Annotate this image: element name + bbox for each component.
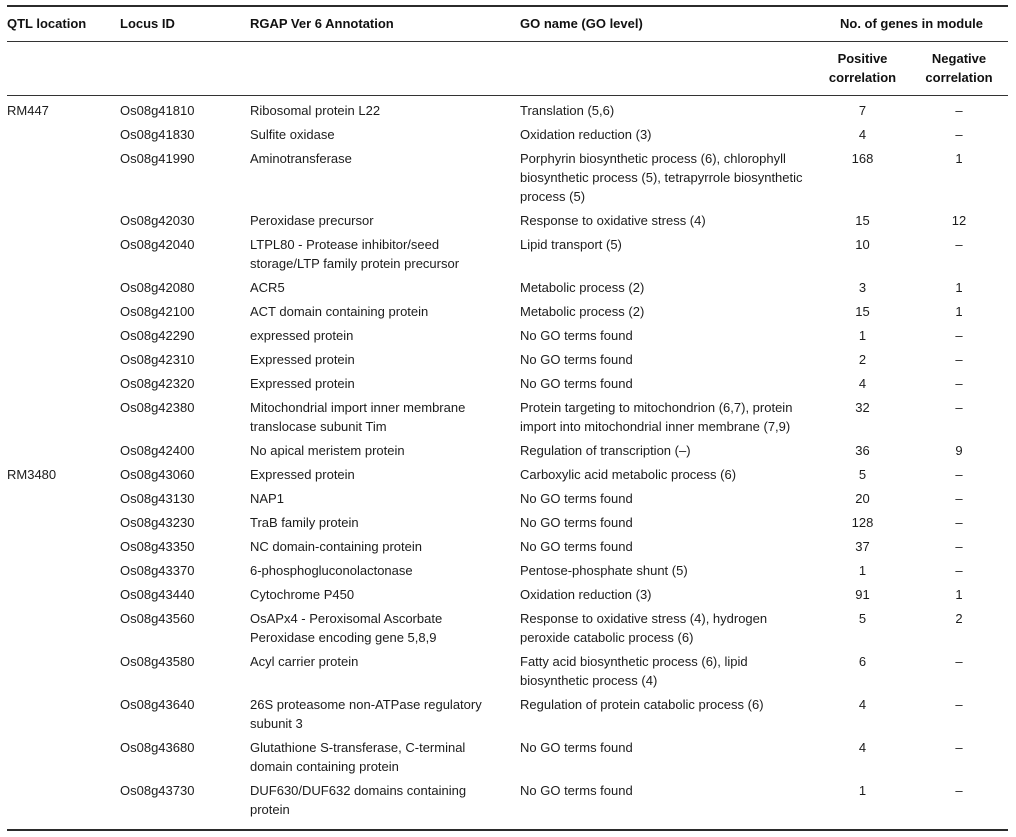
data-table xyxy=(7,5,1008,831)
table-row xyxy=(7,147,1008,209)
locus-id-cell: Os08g42400 xyxy=(120,443,195,458)
table-row xyxy=(7,463,1008,487)
qtl-location-cell xyxy=(7,123,120,147)
go-name-cell: Response to oxidative stress (4) xyxy=(520,213,706,228)
go-name-cell: Translation (5,6) xyxy=(520,103,615,118)
go-name-cell: No GO terms found xyxy=(520,779,815,830)
negative-correlation-cell: – xyxy=(955,491,963,506)
table-row xyxy=(7,736,1008,779)
annotation-cell: Glutathione S-transferase, C-terminal domain containing protein xyxy=(250,740,466,774)
negative-correlation-cell: 2 xyxy=(955,611,963,626)
negative-correlation-cell: 9 xyxy=(955,443,963,458)
positive-correlation-cell: 1 xyxy=(858,328,867,343)
annotation-cell: ACT domain containing protein xyxy=(250,304,429,319)
table-header-row xyxy=(7,6,1008,42)
negative-correlation-cell: 1 xyxy=(955,280,963,295)
positive-correlation-cell: 6 xyxy=(858,654,867,669)
table-subheader-row xyxy=(7,42,1008,96)
subheader-spacer xyxy=(7,42,120,96)
annotation-cell: Expressed protein xyxy=(250,352,355,367)
locus-id-cell: Os08g43230 xyxy=(120,515,195,530)
annotation-cell: Expressed protein xyxy=(250,467,355,482)
qtl-location-cell xyxy=(7,348,120,372)
qtl-location-cell xyxy=(7,583,120,607)
positive-correlation-cell: 5 xyxy=(858,467,867,482)
annotation-cell: ACR5 xyxy=(250,280,285,295)
locus-id-cell: Os08g43350 xyxy=(120,539,195,554)
locus-id-cell: Os08g43580 xyxy=(120,654,195,669)
qtl-location-cell: RM3480 xyxy=(7,467,57,482)
table-row xyxy=(7,439,1008,463)
annotation-cell: Cytochrome P450 xyxy=(250,587,355,602)
table-row xyxy=(7,233,1008,276)
go-name-cell: No GO terms found xyxy=(520,539,633,554)
qtl-location-cell xyxy=(7,559,120,583)
locus-id-cell: Os08g42290 xyxy=(120,328,195,343)
qtl-location-cell xyxy=(7,233,120,276)
header-go-name: GO name (GO level) xyxy=(520,6,815,42)
table-row xyxy=(7,583,1008,607)
negative-correlation-cell: – xyxy=(910,779,1008,830)
go-name-cell: No GO terms found xyxy=(520,515,633,530)
locus-id-cell: Os08g43680 xyxy=(120,740,195,755)
subheader-spacer xyxy=(120,42,250,96)
negative-correlation-cell: – xyxy=(955,237,963,252)
positive-correlation-cell: 15 xyxy=(855,213,870,228)
qtl-location-cell: RM447 xyxy=(7,103,49,118)
positive-correlation-cell: 3 xyxy=(858,280,867,295)
table-row xyxy=(7,209,1008,233)
positive-correlation-cell: 1 xyxy=(815,779,910,830)
header-negative-correlation: Negative correlation xyxy=(910,42,1008,96)
positive-correlation-cell: 168 xyxy=(851,151,874,166)
table-row xyxy=(7,487,1008,511)
negative-correlation-cell: – xyxy=(955,400,963,415)
table-row xyxy=(7,511,1008,535)
positive-correlation-cell: 4 xyxy=(858,740,867,755)
annotation-cell: Ribosomal protein L22 xyxy=(250,103,381,118)
qtl-location-cell xyxy=(7,300,120,324)
table-row xyxy=(7,276,1008,300)
locus-id-cell: Os08g43640 xyxy=(120,697,195,712)
qtl-location-cell xyxy=(7,324,120,348)
locus-id-cell: Os08g41990 xyxy=(120,151,195,166)
positive-correlation-cell: 20 xyxy=(855,491,870,506)
go-name-cell: Pentose-phosphate shunt (5) xyxy=(520,563,688,578)
locus-id-cell: Os08g42380 xyxy=(120,400,195,415)
locus-id-cell: Os08g42100 xyxy=(120,304,195,319)
positive-correlation-cell: 1 xyxy=(858,563,867,578)
qtl-location-cell xyxy=(7,209,120,233)
go-name-cell: Regulation of protein catabolic process (6) xyxy=(520,697,764,712)
annotation-cell: NAP1 xyxy=(250,491,284,506)
qtl-location-cell xyxy=(7,147,120,209)
table-row xyxy=(7,693,1008,736)
locus-id-cell: Os08g43560 xyxy=(120,611,195,626)
annotation-cell: OsAPx4 - Peroxisomal Ascorbate Peroxidase encoding gene 5,8,9 xyxy=(250,611,443,645)
negative-correlation-cell: – xyxy=(955,539,963,554)
go-name-cell: No GO terms found xyxy=(520,491,633,506)
go-name-cell: Protein targeting to mitochondrion (6,7), protein import into mitochondrial inner membrane (7,9) xyxy=(520,400,793,434)
positive-correlation-cell: 7 xyxy=(858,103,867,118)
go-name-cell: No GO terms found xyxy=(520,376,633,391)
qtl-location-cell xyxy=(7,487,120,511)
negative-correlation-cell: – xyxy=(955,697,963,712)
locus-id-cell: Os08g42040 xyxy=(120,237,195,252)
table-row xyxy=(7,123,1008,147)
table-row xyxy=(7,396,1008,439)
qtl-location-cell xyxy=(7,535,120,559)
positive-correlation-cell: 4 xyxy=(858,127,867,142)
table-head xyxy=(7,6,1008,96)
annotation-cell: No apical meristem protein xyxy=(250,443,405,458)
locus-id-cell: Os08g42080 xyxy=(120,280,195,295)
negative-correlation-cell: – xyxy=(955,328,963,343)
locus-id-cell: Os08g42030 xyxy=(120,213,195,228)
negative-correlation-cell: 12 xyxy=(951,213,967,228)
go-name-cell: Carboxylic acid metabolic process (6) xyxy=(520,467,737,482)
positive-correlation-cell: 37 xyxy=(855,539,870,554)
table-body xyxy=(7,96,1008,831)
locus-id-cell: Os08g43730 xyxy=(120,779,250,830)
qtl-location-cell xyxy=(7,779,120,830)
go-name-cell: No GO terms found xyxy=(520,740,633,755)
subheader-spacer xyxy=(520,42,815,96)
locus-id-cell: Os08g43060 xyxy=(120,467,195,482)
annotation-cell: DUF630/DUF632 domains containing protein xyxy=(250,779,520,830)
table-row xyxy=(7,348,1008,372)
positive-correlation-cell: 91 xyxy=(855,587,870,602)
locus-id-cell: Os08g41830 xyxy=(120,127,195,142)
locus-id-cell: Os08g42320 xyxy=(120,376,195,391)
annotation-cell: 6-phosphogluconolactonase xyxy=(250,563,413,578)
positive-correlation-cell: 36 xyxy=(855,443,870,458)
positive-correlation-cell: 15 xyxy=(855,304,870,319)
annotation-cell: Mitochondrial import inner membrane translocase subunit Tim xyxy=(250,400,466,434)
qtl-location-cell xyxy=(7,439,120,463)
positive-correlation-cell: 2 xyxy=(858,352,867,367)
table-row xyxy=(7,372,1008,396)
go-name-cell: Porphyrin biosynthetic process (6), chlorophyll biosynthetic process (5), tetrapyrrole biosynthetic process (5) xyxy=(520,151,803,204)
subheader-spacer xyxy=(250,42,520,96)
qtl-location-cell xyxy=(7,372,120,396)
table-row xyxy=(7,535,1008,559)
positive-correlation-cell: 4 xyxy=(858,697,867,712)
go-name-cell: No GO terms found xyxy=(520,352,633,367)
locus-id-cell: Os08g43130 xyxy=(120,491,195,506)
qtl-location-cell xyxy=(7,736,120,779)
qtl-location-cell xyxy=(7,511,120,535)
go-name-cell: No GO terms found xyxy=(520,328,633,343)
qtl-location-cell xyxy=(7,650,120,693)
go-name-cell: Lipid transport (5) xyxy=(520,237,622,252)
table-row xyxy=(7,559,1008,583)
positive-correlation-cell: 10 xyxy=(855,237,870,252)
negative-correlation-cell: 1 xyxy=(955,587,963,602)
negative-correlation-cell: – xyxy=(955,352,963,367)
annotation-cell: NC domain-containing protein xyxy=(250,539,422,554)
table-row xyxy=(7,607,1008,650)
go-name-cell: Oxidation reduction (3) xyxy=(520,127,652,142)
table-row xyxy=(7,96,1008,124)
qtl-location-cell xyxy=(7,276,120,300)
header-qtl-location: QTL location xyxy=(7,6,120,42)
locus-id-cell: Os08g42310 xyxy=(120,352,195,367)
qtl-location-cell xyxy=(7,693,120,736)
locus-id-cell: Os08g43370 xyxy=(120,563,195,578)
header-positive-correlation: Positive correlation xyxy=(815,42,910,96)
table-row xyxy=(7,650,1008,693)
annotation-cell: TraB family protein xyxy=(250,515,359,530)
negative-correlation-cell: – xyxy=(955,127,963,142)
annotation-cell: expressed protein xyxy=(250,328,354,343)
negative-correlation-cell: – xyxy=(955,376,963,391)
go-name-cell: Response to oxidative stress (4), hydrogen peroxide catabolic process (6) xyxy=(520,611,768,645)
table-row xyxy=(7,779,1008,830)
negative-correlation-cell: – xyxy=(955,740,963,755)
negative-correlation-cell: – xyxy=(955,103,963,118)
qtl-location-cell xyxy=(7,607,120,650)
annotation-cell: Sulfite oxidase xyxy=(250,127,335,142)
negative-correlation-cell: 1 xyxy=(955,151,963,166)
positive-correlation-cell: 128 xyxy=(851,515,874,530)
positive-correlation-cell: 32 xyxy=(855,400,870,415)
header-locus-id: Locus ID xyxy=(120,6,250,42)
negative-correlation-cell: – xyxy=(955,654,963,669)
qtl-location-cell xyxy=(7,396,120,439)
negative-correlation-cell: – xyxy=(955,467,963,482)
annotation-cell: 26S proteasome non-ATPase regulatory subunit 3 xyxy=(250,697,482,731)
locus-id-cell: Os08g43440 xyxy=(120,587,195,602)
positive-correlation-cell: 5 xyxy=(858,611,867,626)
go-name-cell: Fatty acid biosynthetic process (6), lipid biosynthetic process (4) xyxy=(520,654,748,688)
go-name-cell: Metabolic process (2) xyxy=(520,304,645,319)
annotation-cell: Peroxidase precursor xyxy=(250,213,374,228)
header-annotation: RGAP Ver 6 Annotation xyxy=(250,6,520,42)
go-name-cell: Regulation of transcription (–) xyxy=(520,443,691,458)
annotation-cell: Aminotransferase xyxy=(250,151,352,166)
negative-correlation-cell: – xyxy=(955,563,963,578)
go-name-cell: Metabolic process (2) xyxy=(520,280,645,295)
annotation-cell: LTPL80 - Protease inhibitor/seed storage/LTP family protein precursor xyxy=(250,237,460,271)
header-genes-in-module: No. of genes in module xyxy=(815,6,1008,42)
table-row xyxy=(7,300,1008,324)
go-name-cell: Oxidation reduction (3) xyxy=(520,587,652,602)
negative-correlation-cell: 1 xyxy=(955,304,963,319)
annotation-cell: Expressed protein xyxy=(250,376,355,391)
negative-correlation-cell: – xyxy=(955,515,963,530)
table-row xyxy=(7,324,1008,348)
annotation-cell: Acyl carrier protein xyxy=(250,654,359,669)
positive-correlation-cell: 4 xyxy=(858,376,867,391)
locus-id-cell: Os08g41810 xyxy=(120,103,195,118)
